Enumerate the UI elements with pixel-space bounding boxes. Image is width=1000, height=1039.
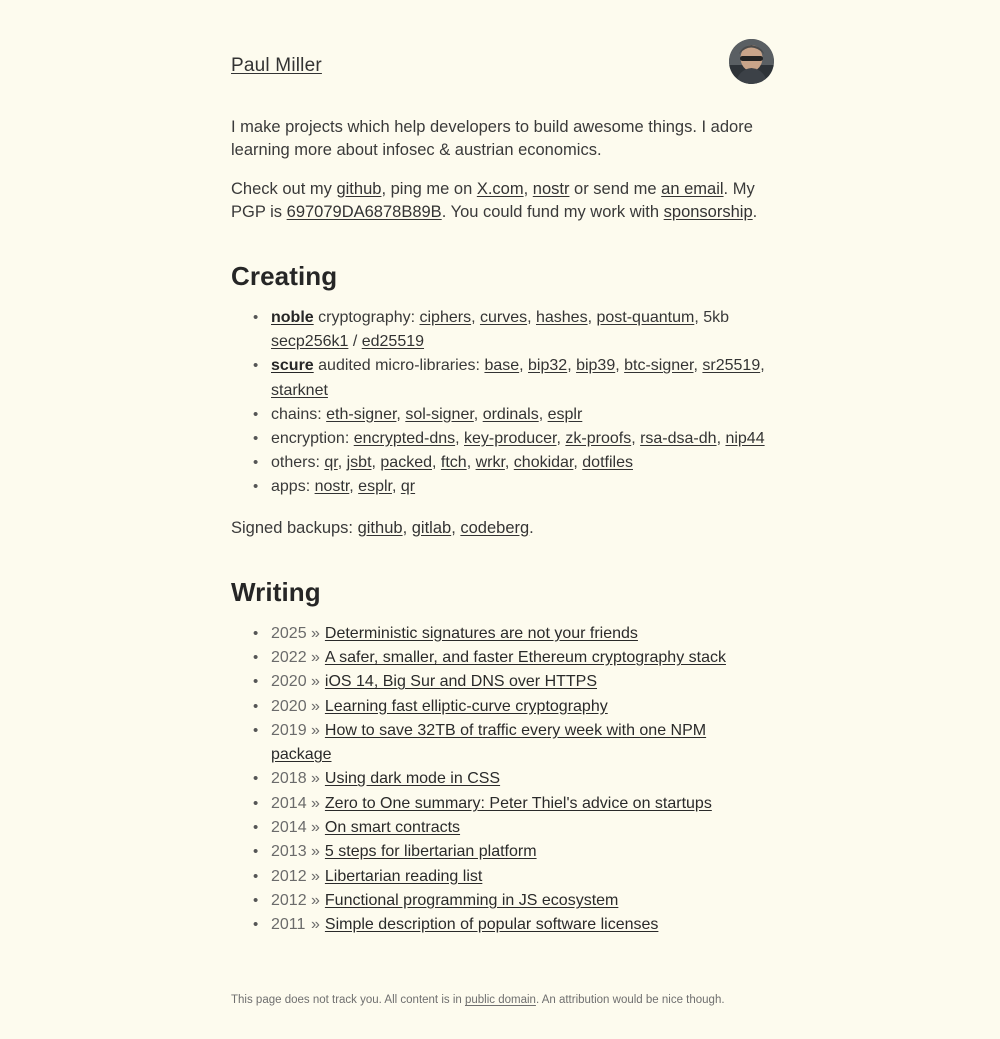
project-link[interactable]: bip39 [576,357,616,375]
public-domain-link[interactable]: public domain [464,994,536,1007]
project-name[interactable]: scure [271,357,314,375]
project-link[interactable]: nostr [314,478,350,496]
contact-text-6: . You could fund my work with [441,203,664,221]
footer [231,992,770,1039]
separator: , [567,357,577,375]
separator: , [391,478,401,496]
post-link[interactable]: Learning fast elliptic-curve cryptography [324,697,608,715]
project-name[interactable]: noble [271,309,314,326]
arrow-icon: » [311,819,320,836]
project-link[interactable]: sr25519 [702,357,761,375]
post-link[interactable]: Simple description of popular software licenses [324,916,659,934]
nostr-link[interactable]: nostr [532,180,570,198]
arrow-icon: » [311,673,320,691]
project-link[interactable]: ordinals [482,405,539,423]
post-year: 2025 [271,624,307,642]
project-link[interactable]: eth-signer [326,405,397,423]
project-description: cryptography: [313,309,420,326]
project-link[interactable]: chokidar [513,454,574,472]
project-link[interactable]: key-producer [464,430,557,448]
post-link[interactable]: Libertarian reading list [324,867,483,885]
backups-label: Signed backups: [231,518,358,537]
separator: , [396,405,406,423]
separator: / [348,333,362,351]
post-link[interactable]: Functional programming in JS ecosystem [324,891,619,909]
separator: , [573,454,583,472]
post-link[interactable]: On smart contracts [324,819,461,836]
separator: , [349,478,359,496]
footer-text-2: . An attribution would be nice though. [535,994,725,1007]
project-link[interactable]: jsbt [346,454,372,472]
post-year: 2011 [271,916,306,934]
post-year: 2014 [271,819,307,836]
contact-text-2: , ping me on [381,180,477,198]
list-item [251,475,770,499]
intro-paragraph: I make projects which help developers to build awesome things. I adore learning more about infosec & austrian economics. [231,118,753,159]
sponsorship-link[interactable]: sponsorship [663,203,753,221]
post-link[interactable]: A safer, smaller, and faster Ethereum cryptography stack [324,648,726,666]
list-item [251,792,770,816]
list-item [251,306,770,354]
project-link[interactable]: qr [400,478,416,496]
post-year: 2014 [271,794,307,812]
separator: , [693,357,703,375]
project-link[interactable]: nip44 [725,430,765,448]
project-link[interactable]: ciphers [419,309,472,326]
project-description: audited micro-libraries: [313,357,485,375]
contact-text-3: , [523,180,533,198]
arrow-icon: » [311,648,320,666]
arrow-icon: » [311,891,320,909]
x-link[interactable]: X.com [476,180,524,198]
project-link[interactable]: bip32 [528,357,568,375]
arrow-icon: » [311,697,320,715]
project-link[interactable]: wrkr [475,454,505,472]
project-link[interactable]: starknet [271,381,328,399]
post-year: 2022 [271,648,307,666]
writing-list [231,622,770,938]
list-item [251,889,770,913]
arrow-icon: » [311,794,320,812]
arrow-icon: » [311,843,320,861]
separator: , [371,454,381,472]
project-link[interactable]: dotfiles [582,454,633,472]
arrow-icon: » [311,721,320,739]
post-link[interactable]: iOS 14, Big Sur and DNS over HTTPS [324,673,598,691]
footer-text-1: This page does not track you. All content is in [231,994,465,1007]
separator: , [631,430,641,448]
project-name: encryption: [271,430,350,448]
list-item [251,865,770,889]
separator: , [519,357,529,375]
post-link[interactable]: 5 steps for libertarian platform [324,843,537,861]
project-link[interactable]: packed [380,454,432,472]
project-link[interactable]: ed25519 [361,333,425,351]
project-link[interactable]: btc-signer [624,357,694,375]
list-item [251,646,770,670]
list-item [251,816,770,840]
backup-link[interactable]: codeberg [460,518,530,537]
separator: , [760,357,765,375]
list-item [251,403,770,427]
backup-link[interactable]: github [357,518,403,537]
pgp-key-link[interactable]: 697079DA6878B89B [286,203,442,221]
project-name: others: [271,454,320,472]
post-year: 2020 [271,697,307,715]
project-link[interactable]: esplr [358,478,392,496]
project-link[interactable]: zk-proofs [565,430,632,448]
post-link[interactable]: How to save 32TB of traffic every week with one NPM package [271,721,707,764]
separator: , [337,454,347,472]
project-link[interactable]: sol-signer [405,405,474,423]
contact-text-5: . My PGP is [231,180,755,221]
avatar-image [729,39,774,84]
site-header [231,34,770,94]
project-link[interactable]: curves [479,309,528,326]
separator: , [615,357,625,375]
list-item [251,670,770,694]
arrow-icon: » [311,867,320,885]
post-year: 2018 [271,770,307,788]
separator: , [432,454,441,472]
post-link[interactable]: Zero to One summary: Peter Thiel's advice on startups [324,794,712,812]
project-name: apps: [271,478,311,496]
list-item [251,913,770,937]
project-link[interactable]: ftch [440,454,467,472]
list-item [251,719,770,768]
signed-backups [231,517,770,540]
site-title-link[interactable]: Paul Miller [231,55,322,76]
post-year: 2012 [271,867,307,885]
list-item [251,840,770,864]
list-item [251,695,770,719]
post-link[interactable]: Using dark mode in CSS [324,770,501,788]
separator: , [466,454,476,472]
post-year: 2020 [271,673,307,691]
contact-text-7: . [752,203,758,221]
separator: , [716,430,726,448]
backups-end: . [529,518,534,537]
list-item [251,622,770,646]
arrow-icon: » [311,916,320,934]
project-link[interactable]: hashes [535,309,588,326]
contact-text-4: or send me [569,180,662,198]
section-heading-writing: Writing [231,576,321,607]
project-link[interactable]: secp256k1 [271,333,349,351]
separator: , [587,309,597,326]
separator: , [473,405,483,423]
email-link[interactable]: an email [661,180,724,198]
backup-link[interactable]: gitlab [411,518,452,537]
project-link[interactable]: encrypted-dns [353,430,456,448]
arrow-icon: » [311,624,320,642]
separator: , [455,430,464,448]
contact-paragraph [231,178,770,224]
list-item [251,354,770,402]
separator: , [471,309,480,326]
arrow-icon: » [311,770,320,788]
creating-list [231,306,770,500]
section-heading-creating: Creating [231,261,338,291]
separator: , [538,405,548,423]
project-name: chains: [271,405,322,423]
contact-text-1: Check out my [231,180,337,198]
separator: , [504,454,514,472]
separator: , [556,430,566,448]
project-link[interactable]: rsa-dsa-dh [640,430,717,448]
list-item [251,427,770,451]
avatar [729,39,774,84]
project-tail-text: , 5kb [694,309,729,326]
project-link[interactable]: post-quantum [596,309,695,326]
list-item [251,451,770,475]
post-year: 2012 [271,891,307,909]
project-link[interactable]: qr [324,454,338,472]
separator: , [527,309,536,326]
separator: , [402,518,412,537]
page-title [231,54,322,78]
post-year: 2013 [271,843,307,861]
post-year: 2019 [271,721,307,739]
post-link[interactable]: Deterministic signatures are not your friends [324,624,638,642]
list-item [251,767,770,791]
separator: , [451,518,461,537]
project-link[interactable]: esplr [547,405,583,423]
github-link[interactable]: github [336,180,382,198]
project-link[interactable]: base [484,357,520,375]
